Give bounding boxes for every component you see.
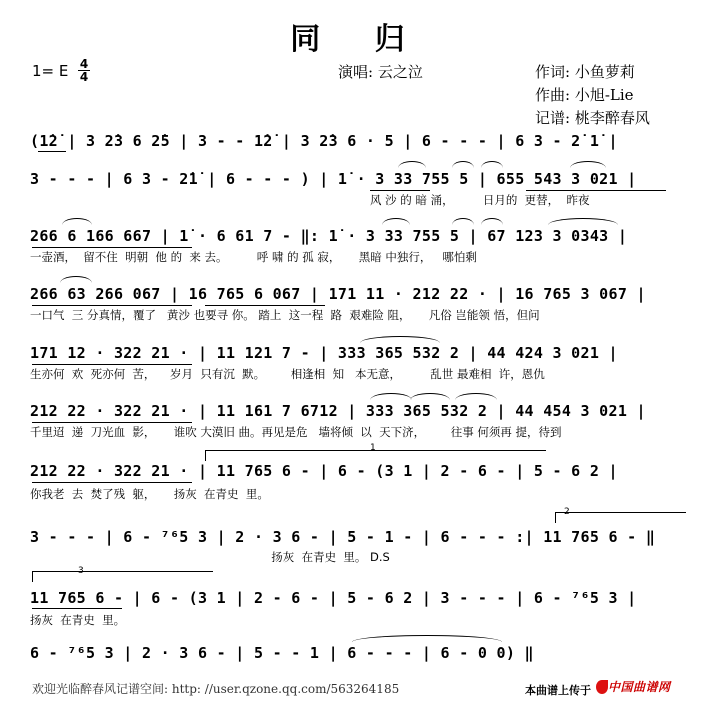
score-line-6: 212 22 · 322 21 · | 11 161 7 6712 | 333 365 532 2 | 44 454 3 021 | [30,402,646,420]
volta-bracket-3 [32,571,213,582]
tie-arc [452,218,474,225]
lyric-line-3: 一口气 三 分真情，覆了 黄沙 也要寻 你。 踏上 这一程 路 艰难险 阻， 凡俗 岂能领 悟，但问 [30,308,540,322]
tie-arc [452,161,474,168]
key-signature: 1= E [32,62,69,80]
volta-bracket-2 [555,512,686,523]
volta-number-2: 2 [564,507,570,517]
lyric-line-1: 风 沙 的 暗 涌， 日月的 更替， 昨夜 [370,193,590,207]
tie-arc [410,393,450,400]
volta-number-1: 1 [370,443,376,453]
tie-arc [62,218,92,225]
score-line-4: 266 63 266 067 | 16 765 6 067 | 171 11 · 212 22 · | 16 765 3 067 | [30,285,646,303]
time-signature-bottom: 4 [79,70,89,84]
beam-underline [38,151,66,152]
tie-arc [352,635,502,642]
score-line-7: 212 22 · 322 21 · | 11 765 6 - | 6 - (3 1 | 2 - 6 - | 5 - 6 2 | [30,462,618,480]
score-line-2: 3 - - - | 6 3 - 2̇1̇ | 6 - - - ) | 1̇ · 3 33 755 5 | 655 543 3 021 | [30,170,637,188]
beam-underline [32,305,192,306]
tie-arc [360,336,440,343]
tie-arc [481,161,503,168]
upload-note: 本曲谱上传于 [525,684,591,697]
beam-underline [32,482,192,483]
lyric-line-7: 扬灰 在青史 里。 D.S [30,550,390,564]
tie-arc [481,218,503,225]
lyric-line-4: 生亦何 欢 死亦何 苦， 岁月 只有沉 默。 相逢相 知 本无意， 乱世 最难相 许，恩仇 [30,367,545,381]
beam-underline [205,305,325,306]
beam-underline [32,364,192,365]
beam-underline [32,422,192,423]
site-logo[interactable]: 中国曲谱网 [608,680,671,694]
composer-credit: 作曲: 小旭-Lie [535,86,634,104]
song-title: 同 归 [290,22,427,57]
volta-number-3: 3 [78,566,84,576]
lyric-line-5: 千里迢 递 刀光血 影， 谁吹 大漠旧 曲。再见是危 墙将倾 以 天下济， 往事 何须再 提，待到 [30,425,562,439]
beam-underline [32,247,192,248]
lyric-line-6: 你我老 去 焚了残 躯， 扬灰 在青史 里。 [30,487,269,501]
beam-underline [32,608,122,609]
lyric-line-2: 一壶酒， 留不住 明朝 他 的 来 去。 呼 啸 的 孤 寂， 黑暗 中独行， 哪怕剩 [30,250,477,264]
score-line-10: 6 - ⁷⁶5 3 | 2 · 3 6 - | 5 - - 1 | 6 - - - | 6 - 0 0) ‖ [30,644,534,662]
footer-text: 欢迎光临醉春风记谱空间: http: //user.qzone.qq.com/563264185 [32,682,400,696]
tie-arc [398,161,426,168]
tie-arc [60,276,92,283]
score-line-8: 3 - - - | 6 - ⁷⁶5 3 | 2 · 3 6 - | 5 - 1 - | 6 - - - :| 11 765 6 - ‖ [30,528,656,546]
transcriber-credit: 记谱: 桃李醉春风 [535,109,650,127]
tie-arc [382,218,410,225]
tie-arc [370,393,412,400]
lyricist-credit: 作词: 小鱼萝莉 [535,63,635,81]
singer-credit: 演唱: 云之泣 [338,63,423,81]
lyric-line-8: 扬灰 在青史 里。 [30,613,126,627]
tie-arc [455,393,497,400]
beam-underline [526,190,666,191]
tie-arc [548,218,618,225]
site-logo-icon [596,680,608,694]
score-line-5: 171 12 · 322 21 · | 11 121 7 - | 333 365 532 2 | 44 424 3 021 | [30,344,618,362]
score-line-9: 11 765 6 - | 6 - (3 1 | 2 - 6 - | 5 - 6 2 | 3 - - - | 6 - ⁷⁶5 3 | [30,589,637,607]
score-line-1: (1̇2̇ | 3 2̇3 6 2̇5 | 3 - - 1̇2̇ | 3 2̇3 6 · 5 | 6 - - - | 6 3 - 2̇ 1̇ | [30,132,618,150]
beam-underline [370,190,430,191]
time-signature-top: 4 [79,57,89,71]
score-line-3: 266 6 166 667 | 1̇ · 6 61 7 - ‖: 1̇ · 3 33 755 5 | 67 123 3 0343 | [30,227,628,245]
tie-arc [570,161,606,168]
